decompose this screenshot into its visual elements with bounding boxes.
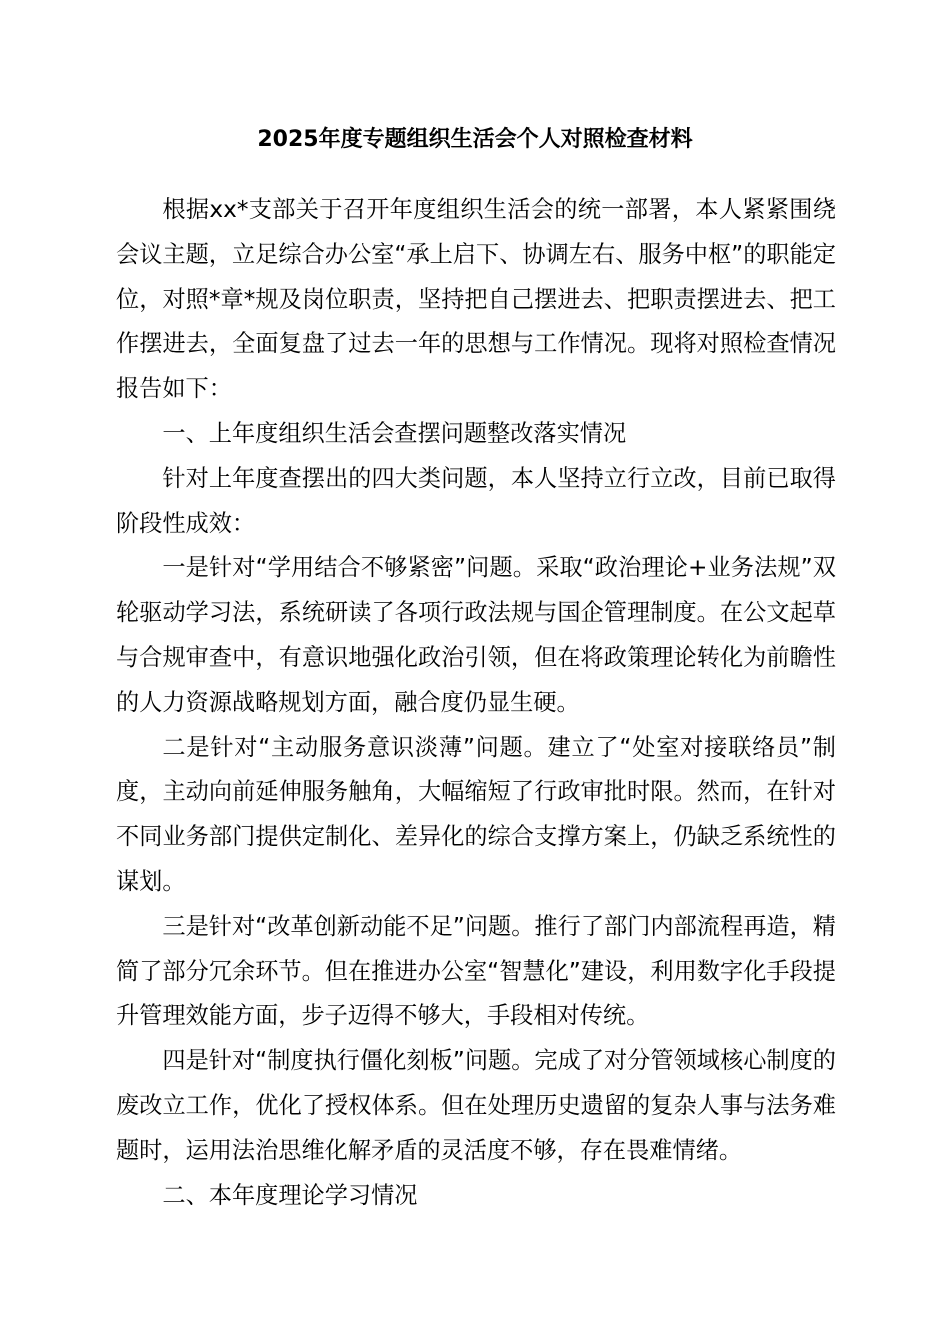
point-2-paragraph: 二是针对“主动服务意识淡薄”问题。建立了“处室对接联络员”制度，主动向前延伸服务触角，大幅缩短了行政审批时限。然而，在针对不同业务部门提供定制化、差异化的综合支撑方案上，仍缺乏系统性的谋划。 — [116, 733, 836, 895]
point-1-paragraph: 一是针对“学用结合不够紧密”问题。采取“政治理论+业务法规”双轮驱动学习法，系统研读了各项行政法规与国企管理制度。在公文起草与合规审查中，有意识地强化政治引领，但在将政策理论转化为前瞻性的人力资源战略规划方面，融合度仍显生硬。 — [116, 554, 836, 716]
point-4-paragraph: 四是针对“制度执行僵化刻板”问题。完成了对分管领域核心制度的废改立工作，优化了授权体系。但在处理历史遗留的复杂人事与法务难题时，运用法治思维化解矛盾的灵活度不够，存在畏难情绪。 — [116, 1047, 836, 1164]
intro-paragraph: 根据xx*支部关于召开年度组织生活会的统一部署，本人紧紧围绕会议主题，立足综合办公室“承上启下、协调左右、服务中枢”的职能定位，对照*章*规及岗位职责，坚持把自己摆进去、把职责摆进去、把工作摆进去，全面复盘了过去一年的思想与工作情况。现将对照检查情况报告如下： — [116, 196, 836, 403]
document-title: 2025年度专题组织生活会个人对照检查材料 — [257, 127, 693, 152]
point-3-paragraph: 三是针对“改革创新动能不足”问题。推行了部门内部流程再造，精简了部分冗余环节。但在推进办公室“智慧化”建设，利用数字化手段提升管理效能方面，步子迈得不够大，手段相对传统。 — [116, 912, 836, 1030]
section-heading-2: 二、本年度理论学习情况 — [162, 1181, 418, 1209]
section-1-intro-paragraph: 针对上年度查摆出的四大类问题，本人坚持立行立改，目前已取得阶段性成效： — [116, 464, 836, 537]
section-heading-1: 一、上年度组织生活会查摆问题整改落实情况 — [162, 419, 627, 447]
document-body — [116, 188, 836, 1218]
